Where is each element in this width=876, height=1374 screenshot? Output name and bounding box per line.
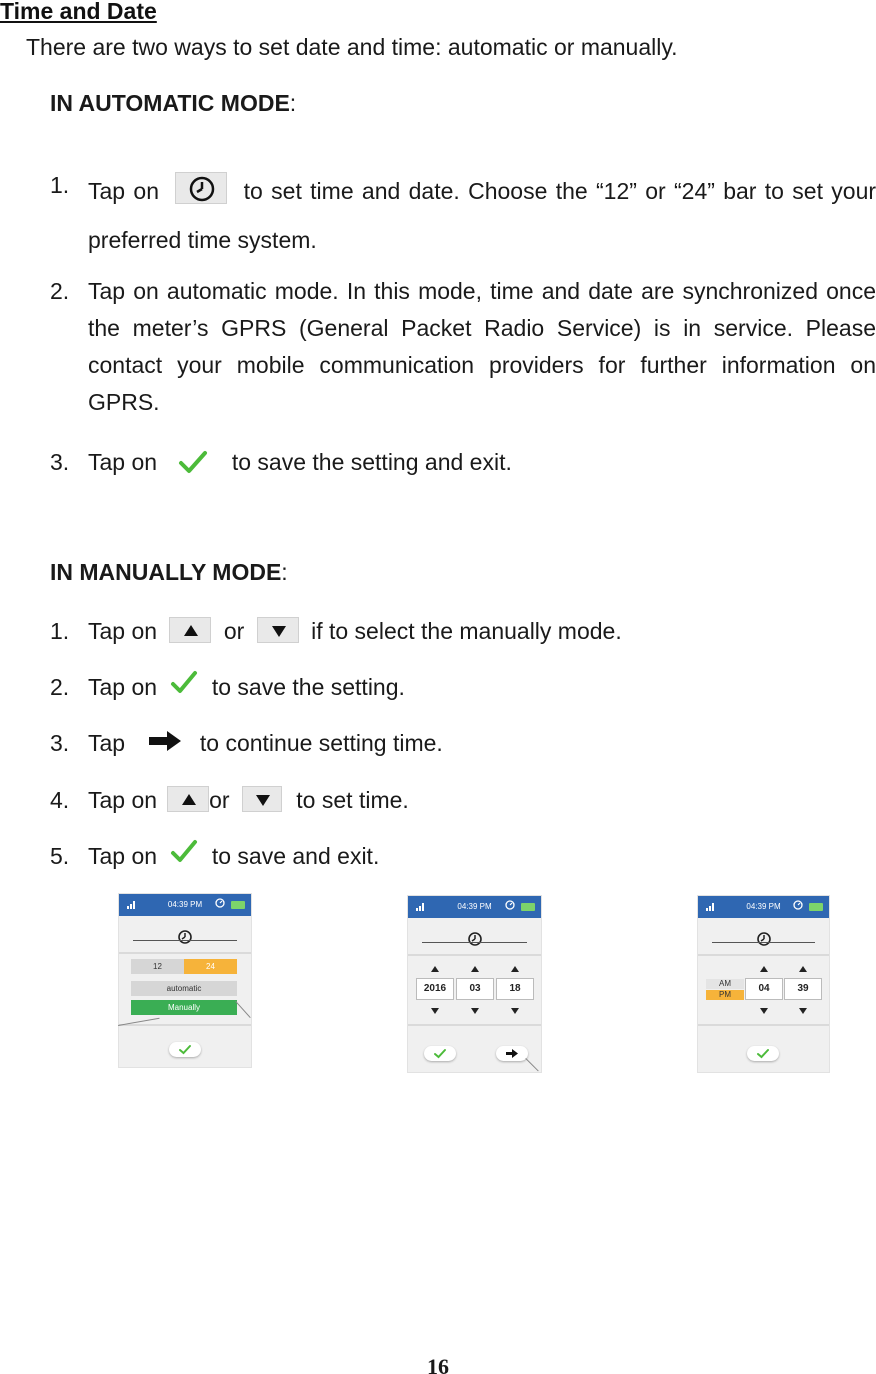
minute-up-arrow-icon[interactable] [799, 966, 807, 972]
clock-icon [215, 898, 225, 910]
step-text-before: Tap on [88, 178, 159, 204]
year-down-arrow-icon[interactable] [431, 1008, 439, 1014]
clock-header [698, 922, 829, 950]
divider [408, 1024, 541, 1026]
day-field[interactable]: 18 [496, 978, 534, 1000]
status-bar [119, 894, 251, 916]
step-number: 2. [50, 674, 70, 700]
battery-icon [231, 901, 245, 909]
step-text-after: to save the setting and exit. [231, 449, 512, 475]
divider [119, 952, 251, 954]
step-text-before: Tap on [88, 843, 158, 869]
step-text-after: if to select the manually mode. [311, 618, 622, 644]
clock-icon [505, 900, 515, 912]
hour-down-arrow-icon[interactable] [760, 1008, 768, 1014]
divider [698, 1024, 829, 1026]
header-line [133, 940, 237, 941]
intro-text: There are two ways to set date and time: automatic or manually. [26, 34, 678, 60]
step-text-before: Tap on [88, 787, 158, 813]
confirm-button[interactable] [424, 1046, 456, 1061]
month-field[interactable]: 03 [456, 978, 494, 1000]
clock-icon [756, 926, 772, 953]
up-arrow-icon [169, 617, 211, 643]
automatic-heading-colon: : [289, 90, 297, 116]
month-up-arrow-icon[interactable] [471, 966, 479, 972]
step-text [88, 669, 876, 706]
automatic-heading-text: IN AUTOMATIC MODE [50, 90, 290, 116]
manual-heading-text: IN MANUALLY MODE [50, 559, 282, 585]
screen-date-setting [407, 895, 542, 1073]
section-title: Time and Date [0, 0, 157, 24]
step-text-after: to set time. [296, 787, 409, 813]
divider [119, 1024, 251, 1026]
automatic-button[interactable]: automatic [131, 981, 237, 996]
step-number: 3. [50, 449, 70, 475]
manual-heading-colon: : [281, 559, 288, 585]
step-text-after: to save the setting. [211, 674, 405, 700]
clock-icon [793, 900, 803, 912]
clock-header [119, 920, 251, 948]
header-line [712, 942, 815, 943]
option-24-button[interactable]: 24 [184, 959, 237, 974]
step-text-after: to save and exit. [211, 843, 380, 869]
step-number: 5. [50, 843, 70, 869]
header-line [422, 942, 527, 943]
status-time: 04:39 PM [457, 902, 492, 911]
hour-field[interactable]: 04 [745, 978, 783, 1000]
page-number: 16 [427, 1354, 449, 1374]
checkmark-icon [167, 837, 201, 867]
down-arrow-icon [257, 617, 299, 643]
battery-icon [809, 903, 823, 911]
step-text-after: to continue setting time. [199, 730, 443, 756]
step-text [88, 725, 876, 762]
year-field[interactable]: 2016 [416, 978, 454, 1000]
checkmark-icon [167, 668, 201, 698]
minute-field[interactable]: 39 [784, 978, 822, 1000]
year-up-arrow-icon[interactable] [431, 966, 439, 972]
automatic-mode-heading [50, 90, 296, 117]
status-time: 04:39 PM [746, 902, 781, 911]
step-number: 3. [50, 730, 70, 756]
battery-icon [521, 903, 535, 911]
step-text: Tap on automatic mode. In this mode, time and date are synchronized once the meter’s GPRS (General Packet Radio Service) is in service. Please contact your mobile communication providers for further information on GPRS. [88, 278, 876, 415]
step-number: 2. [50, 278, 70, 304]
confirm-button[interactable] [169, 1042, 201, 1057]
step-text [88, 167, 876, 265]
confirm-button[interactable] [747, 1046, 779, 1061]
step-text-before: Tap [88, 730, 126, 756]
status-time: 04:39 PM [167, 900, 203, 909]
checkmark-icon [171, 449, 217, 479]
step-number: 1. [50, 172, 70, 198]
step-text [88, 782, 876, 819]
day-down-arrow-icon[interactable] [511, 1008, 519, 1014]
option-12-button[interactable]: 12 [131, 959, 184, 974]
step-text-before: Tap on [88, 449, 158, 475]
manually-button[interactable]: Manually [131, 1000, 237, 1015]
step-text-before: Tap on [88, 674, 158, 700]
status-bar [698, 896, 829, 918]
screen-time-setting [697, 895, 830, 1073]
step-text-mid: or [223, 618, 245, 644]
screen-time-system [118, 893, 252, 1068]
step-text [88, 613, 876, 650]
step-text [88, 444, 876, 481]
month-down-arrow-icon[interactable] [471, 1008, 479, 1014]
right-arrow-icon [145, 728, 185, 754]
up-arrow-icon [167, 786, 209, 812]
divider [698, 954, 829, 956]
am-option[interactable]: AM [706, 979, 744, 989]
step-text-mid: or [209, 787, 230, 813]
clock-icon [177, 924, 193, 951]
clock-icon [175, 172, 227, 204]
status-bar [408, 896, 541, 918]
clock-header [408, 922, 541, 950]
step-number: 1. [50, 618, 70, 644]
down-arrow-icon [242, 786, 282, 812]
divider [408, 954, 541, 956]
step-text-after: to set time and date. Choose the “12” or “24” bar to set your preferred time system. [88, 178, 876, 253]
step-text-before: Tap on [88, 618, 158, 644]
clock-icon [467, 926, 483, 953]
pm-option[interactable]: PM [706, 990, 744, 1000]
next-button[interactable] [496, 1046, 528, 1061]
step-text [88, 838, 876, 875]
minute-down-arrow-icon[interactable] [799, 1008, 807, 1014]
day-up-arrow-icon[interactable] [511, 966, 519, 972]
hour-up-arrow-icon[interactable] [760, 966, 768, 972]
manual-mode-heading [50, 559, 288, 586]
step-number: 4. [50, 787, 70, 813]
